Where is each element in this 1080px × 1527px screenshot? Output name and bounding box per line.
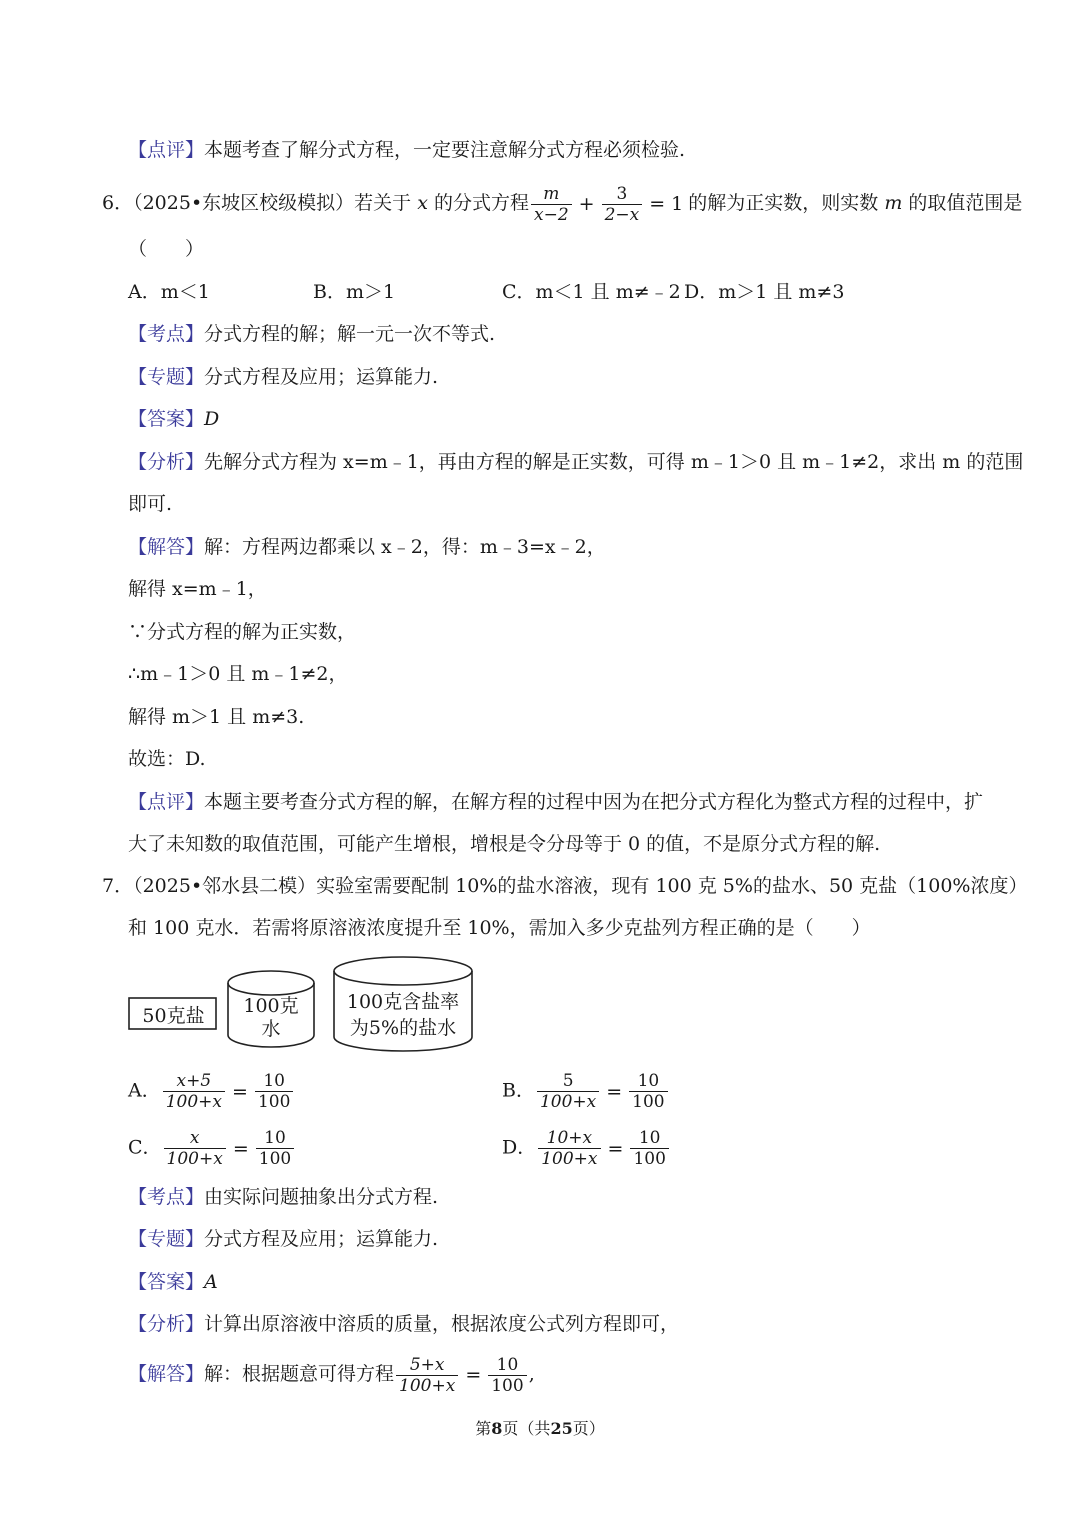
q7-kaodian-line [128,1184,438,1210]
q6-stem [102,180,1022,227]
q7-a-rnum: 10 [255,1071,293,1092]
q7-solution-line [128,1351,535,1398]
q6-analysis-2: 即可. [128,493,173,515]
q7-b-lhs [537,1071,599,1112]
q6-answer-line [128,406,219,432]
q7-answer-line [128,1269,218,1295]
q7-sol-den: 100+x [399,1375,456,1396]
q7-analysis: 计算出原溶液中溶质的质量，根据浓度公式列方程即可， [204,1313,680,1335]
prev-review-text: 本题考查了解分式方程，一定要注意解分式方程必须检验. [204,139,686,161]
q6-zhuanti: 分式方程及应用；运算能力. [204,366,439,388]
q7-b-rnum: 10 [629,1071,667,1092]
review-tag: 【点评】 [128,139,205,161]
q7-sol-lhs [396,1355,458,1396]
q7-line-1: 7．（2025•邻水县二模）实验室需要配制 10%的盐水溶液，现有 100 克 5%的盐水、50 克盐（100%浓度） [102,875,1028,897]
answer-tag: 【答案】 [128,408,205,430]
q6-eq-tail: = 1 [649,193,684,215]
q7-sol-eq: = [465,1364,482,1386]
q6-plus: + [578,193,595,215]
q7-d-eq: = [607,1137,624,1160]
q6-prefix: 6．（2025•东坡区校级模拟）若关于 [102,192,412,214]
q6-var-m: m [884,192,903,214]
q7-d-lhs [538,1128,600,1169]
q6-suffix-a: 的解为正实数，则实数 [688,192,879,214]
q6-solution-line [128,534,606,560]
analysis-tag-2: 【分析】 [128,1313,205,1335]
q6-paren: （ ） [128,238,205,260]
q7-c-rhs [256,1128,294,1169]
q7-sol-rnum: 10 [488,1355,526,1376]
solution-tag-2: 【解答】 [128,1363,205,1385]
q7-b-den: 100+x [539,1092,597,1112]
q7-b-rhs [629,1071,667,1112]
q6-kaodian-line [128,321,495,347]
q7-a-num: x+5 [163,1071,225,1092]
q6-step-3: ∴m﹣1＞0 且 m﹣1≠2， [128,663,348,685]
q7-d-rhs [630,1128,668,1169]
q6-kaodian: 分式方程的解；解一元一次不等式. [204,323,496,345]
q6-zhuanti-line [128,364,438,390]
zhuanti-tag: 【专题】 [128,366,205,388]
review-tag-2: 【点评】 [128,791,205,813]
prev-review-line [128,137,685,163]
q6-step-1: 解得 x=m﹣1， [128,578,267,600]
q6-option-b[interactable]: B．m＞1 [313,281,396,303]
q7-a-label: A． [128,1079,161,1102]
q6-f1-num: m [531,184,572,205]
footer-page-number: 8 [491,1419,503,1438]
q7-sol-num: 5+x [396,1355,458,1376]
q7-b-eq: = [606,1080,623,1103]
saltwater-cylinder-label [334,989,472,1041]
q7-c-rnum: 10 [256,1128,294,1149]
q6-analysis-line [128,449,1023,475]
q6-f1-den: x−2 [533,204,569,225]
q7-b-label: B． [502,1079,535,1102]
q7-d-rnum: 10 [630,1128,668,1149]
q6-option-d[interactable]: D．m＞1 且 m≠3 [684,281,845,303]
q7-option-a[interactable] [128,1071,295,1112]
q7-option-d[interactable] [502,1128,671,1169]
saltwater-label-1: 100克含盐率 [346,991,460,1013]
zhuanti-tag-2: 【专题】 [128,1228,205,1250]
q6-suffix-b: 的取值范围是 [908,192,1023,214]
footer-total-pages: 25 [550,1419,573,1438]
q6-fraction-2 [602,184,643,225]
salt-box-label: 50克盐 [142,1005,205,1027]
q7-a-rden: 100 [257,1092,291,1112]
q7-d-rden: 100 [633,1149,666,1169]
q7-a-den: 100+x [165,1092,223,1112]
q6-step-4: 解得 m＞1 且 m≠3. [128,706,305,728]
q7-c-den: 100+x [166,1149,223,1169]
q7-b-rden: 100 [632,1092,665,1112]
q6-option-a[interactable]: A．m＜1 [128,281,210,303]
q6-step-2: ∵分式方程的解为正实数， [128,621,357,643]
q7-d-label: D． [502,1136,537,1159]
q6-solution: 解：方程两边都乘以 x﹣2，得：m﹣3=x﹣2， [204,536,606,558]
q7-d-num: 10+x [538,1128,600,1149]
q7-line-2: 和 100 克水．若需将原溶液浓度提升至 10%，需加入多少克盐列方程正确的是（ ） [128,917,871,939]
q7-kaodian: 由实际问题抽象出分式方程. [204,1186,439,1208]
water-label-2: 水 [261,1018,281,1040]
answer-tag-2: 【答案】 [128,1271,205,1293]
q7-c-lhs [164,1128,226,1169]
q7-c-rden: 100 [258,1149,292,1169]
q7-sol-rden: 100 [491,1375,524,1396]
q6-f2-num: 3 [602,184,643,205]
analysis-tag: 【分析】 [128,451,205,473]
kaodian-tag-2: 【考点】 [128,1186,205,1208]
q6-answer: D [204,408,220,430]
q7-solution-prefix: 解：根据题意可得方程 [204,1363,395,1385]
kaodian-tag: 【考点】 [128,323,205,345]
page-footer [0,1416,1080,1439]
q7-a-lhs [163,1071,225,1112]
q7-option-c[interactable] [128,1128,296,1169]
q7-answer: A [204,1271,218,1293]
q7-b-num: 5 [537,1071,599,1092]
q6-f2-den: 2−x [604,204,640,225]
q7-zhuanti-line [128,1226,438,1252]
footer-pre: 第 [475,1419,492,1438]
q7-a-rhs [255,1071,293,1112]
q6-mid: 的分式方程 [433,192,529,214]
q6-option-c[interactable]: C．m＜1 且 m≠﹣2 [502,281,681,303]
q7-figure [128,955,478,1060]
q6-var-x: x [417,192,428,214]
q6-analysis-1: 先解分式方程为 x=m﹣1，再由方程的解是正实数，可得 m﹣1＞0 且 m﹣1≠2，求出 m 的范围 [204,451,1024,473]
q7-c-label: C． [128,1136,162,1159]
q7-option-b[interactable] [502,1071,670,1112]
water-cylinder-label [228,995,314,1041]
q7-analysis-line [128,1311,679,1337]
q7-c-eq: = [232,1137,249,1160]
q6-fraction-1 [531,184,572,225]
footer-post: 页） [572,1419,605,1438]
q6-review-line [128,789,983,815]
q6-review-1: 本题主要考查分式方程的解，在解方程的过程中因为在把分式方程化为整式方程的过程中，扩 [204,791,984,813]
q7-a-eq: = [232,1080,248,1103]
q7-c-num: x [164,1128,226,1149]
footer-mid: 页（共 [502,1419,551,1438]
q7-zhuanti: 分式方程及应用；运算能力. [204,1228,439,1250]
q6-review-2: 大了未知数的取值范围，可能产生增根，增根是令分母等于 0 的值，不是原分式方程的解. [128,833,881,855]
solution-tag: 【解答】 [128,536,205,558]
q6-step-5: 故选：D. [128,748,206,770]
q7-sol-rhs [488,1355,526,1396]
q7-d-den: 100+x [541,1149,598,1169]
water-label-1: 100克 [243,995,299,1017]
saltwater-label-2: 为5%的盐水 [349,1017,457,1039]
q7-sol-tail: , [528,1363,535,1385]
